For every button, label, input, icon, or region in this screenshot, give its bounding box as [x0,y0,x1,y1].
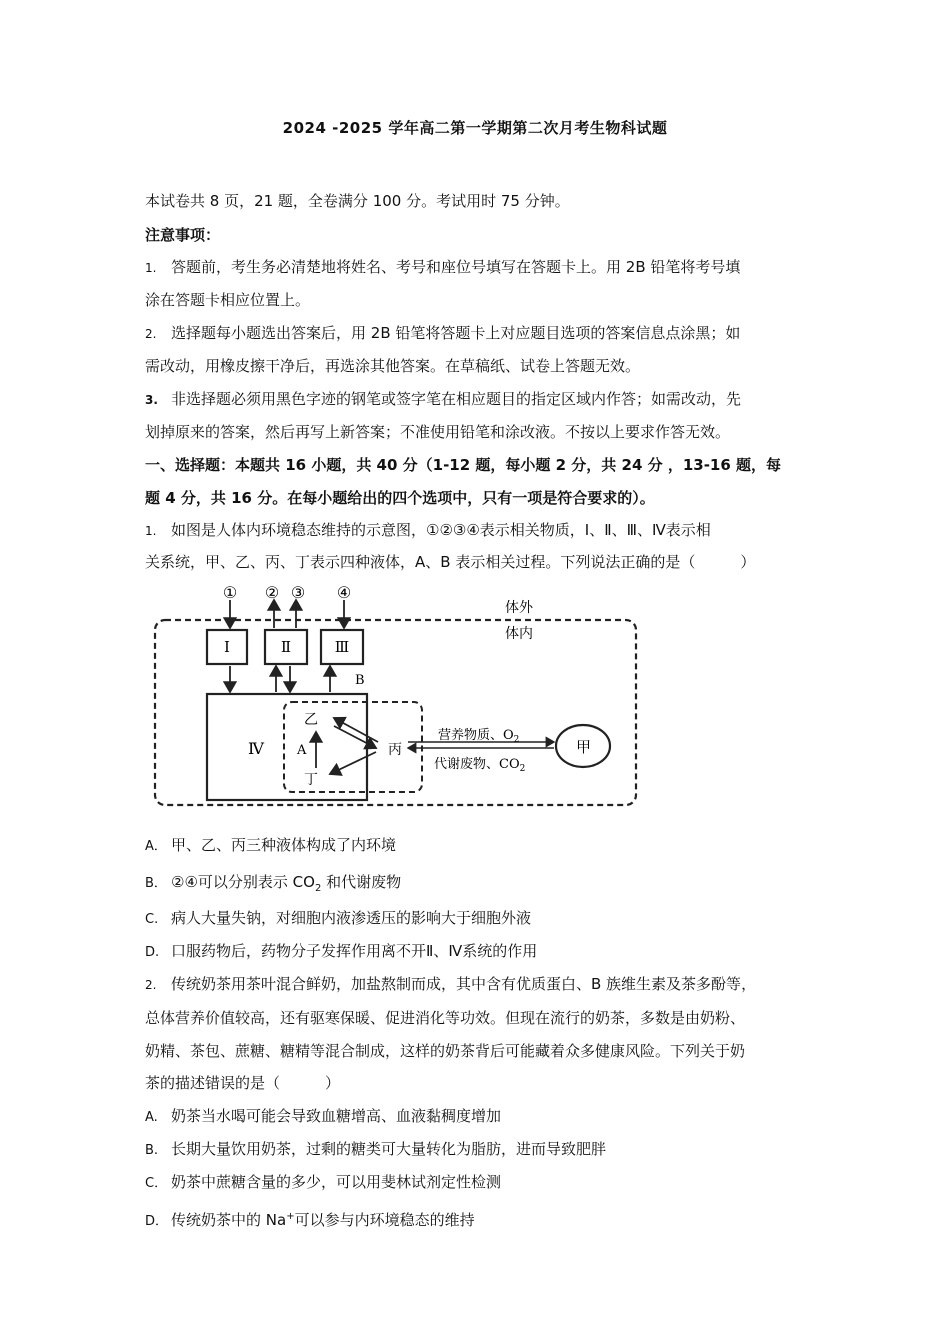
q1-option-a [145,835,815,857]
question-1-stem-line1 [145,520,815,541]
q2-option-b [145,1139,815,1161]
q2-option-a [145,1106,815,1128]
q1-option-b [145,872,815,899]
option-text: 病人大量失钠，对细胞内液渗透压的影响大于细胞外液 [171,909,532,927]
notice-1-num: 1. [145,261,157,275]
exam-intro: 本试卷共 8 页，21 题，全卷满分 100 分。考试用时 75 分钟。 [145,192,570,210]
substance-3-label: ③ [290,583,306,602]
process-b-label: B [355,673,365,688]
option-label: A． [145,839,167,854]
system-III-label: Ⅲ [334,638,350,656]
question-1-stem-line2: 关系统，甲、乙、丙、丁表示四种液体，A、B 表示相关过程。下列说法正确的是（ ） [145,553,756,571]
fluid-jia-label: 甲 [576,738,592,756]
question-2-stem-line1 [145,974,815,995]
option-text-tail: 可以参与内环境稳态的维持 [294,1211,475,1229]
option-text: 长期大量饮用奶茶，过剩的糖类可大量转化为脂肪，进而导致肥胖 [171,1140,607,1158]
notice-heading: 注意事项： [145,226,221,244]
page-title: 2024 -2025 学年高二第一学期第二次月考生物科试题 [282,119,668,137]
option-label: A. [145,1110,158,1125]
arrow-bing-to-ding [330,752,376,774]
section-1-heading-line2: 题 4 分，共 16 分。在每小题给出的四个选项中，只有一项是符合要求的）。 [145,489,655,507]
question-2-stem-line2: 总体营养价值较高，还有驱寒保暖、促进消化等功效。但现在流行的奶茶，多数是由奶粉、 [145,1009,746,1027]
option-text: ②④可以分别表示 [171,873,293,891]
question-2-stem-line4: 茶的描述错误的是（ ） [145,1074,341,1092]
option-label: D． [145,1214,169,1229]
system-IV-label: Ⅳ [248,739,264,758]
wastes-label: 代谢废物、$CO_2$ [434,757,526,774]
option-text: 传统奶茶中的 [171,1211,266,1229]
outside-label: 体外 [505,600,533,616]
substance-2-label: ② [264,583,280,602]
option-text: 奶茶当水喝可能会导致血糖增高、血液黏稠度增加 [171,1107,502,1125]
question-2-text: 传统奶茶用茶叶混合鲜奶，加盐熬制而成，其中含有优质蛋白、B 族维生素及茶多酚等， [171,975,757,993]
notice-2-text: 选择题每小题选出答案后，用 2B 铅笔将答题卡上对应题目选项的答案信息点涂黑；如 [171,324,741,342]
q2-option-d [145,1207,815,1232]
q1-option-c [145,908,815,930]
fluid-bing-label: 丙 [388,742,402,758]
substance-4-label: ④ [336,583,352,602]
notice-3-num: 3. [145,393,158,407]
question-1-text: 如图是人体内环境稳态维持的示意图，①②③④表示相关物质，Ⅰ、Ⅱ、Ⅲ、Ⅳ表示相 [171,521,711,539]
chem-formula: Na [265,1211,287,1229]
question-2-stem-line3: 奶精、茶包、蔗糖、糖精等混合制成，这样的奶茶背后可能藏着众多健康风险。下列关于奶 [145,1042,746,1060]
notice-3-text: 非选择题必须用黑色字迹的钢笔或签字笔在相应题目的指定区域内作答；如需改动，先 [171,390,742,408]
option-text: 口服药物后，药物分子发挥作用离不开Ⅱ、Ⅳ系统的作用 [171,942,538,960]
section-1-heading-line1: 一、选择题：本题共 16 小题，共 40 分（1-12 题，每小题 2 分，共 24 分 ，13-16 题，每 [145,456,782,474]
option-text: 奶茶中蔗糖含量的多少，可以用斐林试剂定性检测 [171,1173,502,1191]
superscript: + [286,1211,295,1222]
q2-option-c [145,1172,815,1194]
notice-1-text: 答题前，考生务必清楚地将姓名、考号和座位号填写在答题卡上。用 2B 铅笔将考号填 [171,258,741,276]
notice-3-line2: 划掉原来的答案，然后再写上新答案；不准使用铅笔和涂改液。不按以上要求作答无效。 [145,423,731,441]
option-label: C． [145,1176,168,1191]
option-label: D. [145,945,160,960]
notice-2-line1 [145,323,815,344]
process-a-label: A [297,743,307,758]
system-IV-box [207,694,367,800]
notice-1-line2: 涂在答题卡相应位置上。 [145,291,311,309]
subscript: 2 [314,883,322,894]
system-I-label: Ⅰ [224,638,230,656]
notice-2-num: 2. [145,327,157,341]
fluid-ding-label: 丁 [304,772,318,788]
option-label: B． [145,876,167,891]
q1-option-d [145,941,815,963]
notice-3-line1 [145,389,815,410]
option-text: 甲、乙、丙三种液体构成了内环境 [171,836,397,854]
chem-formula: CO [292,873,315,891]
notice-2-line2: 需改动，用橡皮擦干净后，再选涂其他答案。在草稿纸、试卷上答题无效。 [145,357,641,375]
nutrients-label: 营养物质、$O_2$ [438,728,520,745]
homeostasis-diagram [150,582,650,812]
substance-1-label: ① [222,583,238,602]
question-1-num: 1. [145,524,157,538]
notice-1-line1 [145,257,815,278]
inside-label: 体内 [505,626,533,642]
option-label: B. [145,1143,159,1158]
question-2-num: 2. [145,978,157,992]
fluid-yi-label: 乙 [304,712,318,728]
system-II-label: Ⅱ [280,638,292,656]
option-label: C. [145,912,159,927]
option-text-tail: 和代谢废物 [321,873,402,891]
